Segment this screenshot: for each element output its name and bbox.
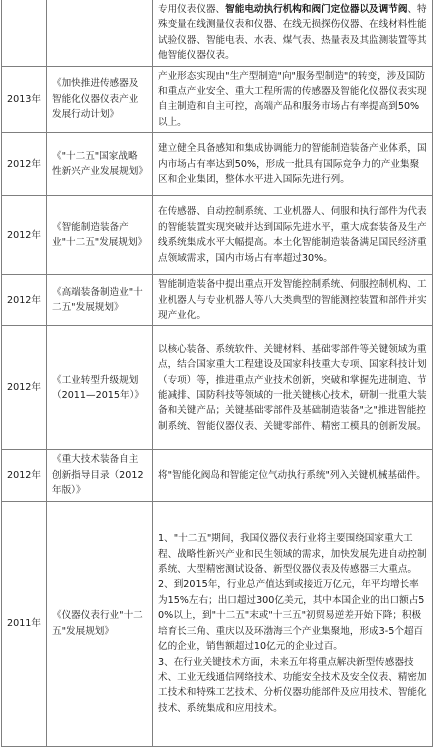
year-cell: 2012年 [2, 326, 47, 450]
policy-title-cell: 《工业转型升级规划（2011—2015年）》 [47, 326, 153, 450]
content-text: 、特殊变量在线测量仪表和仪器、在线无损探伤仪器、在线材料性能试验仪器、智能电表、水表、煤气表、热量表及其监测装置等其他智能仪器仪表。 [158, 4, 427, 62]
content-paragraph: 产业形态实现由"生产型制造"向"服务型制造"的转变，涉及国防和重点产业安全、重大工程所需的传感器及智能化仪器仪表实现自主制造和自主可控，高端产品和服务市场占有率提高到50%以上。 [158, 70, 427, 128]
content-paragraph: 以核心装备、系统软件、关键材料、基础零部件等关键领域为重点，结合国家重大工程建设及国家科技重大专项、国家科技计划（专项）等，推进重点产业技术创新，突破和掌握先进制造、节能减排、国防科技等领域的一批关键核心技术，研制一批重大装备和关键产品；关键基础零部件及基础制造装备"之"推进智能控制系统、智能仪器仪表、关键零部件、精密工模具的创新发展。 [158, 343, 427, 432]
year-cell: 2012年 [2, 196, 47, 275]
year-cell [2, 0, 47, 66]
content-paragraph: 3、在行业关键技术方面，未来五年将重点解决新型传感器技术、工业无线通信网络技术、功能安全技术及安全仪表、精密加工技术和特殊工艺技术、分析仪器功能部件及应用技术、智能化技术、系统集成和应用技术。 [158, 656, 427, 714]
table-row [2, 66, 433, 133]
policy-title-cell: 《仪器仪表行业"十二五"发展规划》 [47, 501, 153, 746]
table-row [2, 275, 433, 326]
policy-title-cell [47, 0, 153, 66]
policy-content-cell [153, 196, 433, 275]
policy-content-cell [153, 133, 433, 196]
year-cell: 2011年 [2, 501, 47, 746]
content-paragraph: 在传感器、自动控制系统、工业机器人、伺服和执行部件为代表的智能装置实现突破并达到国际先进水平，重大成套装备及生产线系统集成水平大幅提高。本土化智能制造装备满足国民经济重点领域需求，国内市场占有率超过30%。 [158, 206, 427, 264]
year-cell: 2012年 [2, 275, 47, 326]
table-row [2, 450, 433, 501]
content-paragraph: 1、"十二五"期间，我国仪器仪表行业将主要围绕国家重大工程、战略性新兴产业和民生领域的需求，加快发展先进自动控制系统、大型精密测试设备、新型仪器仪表及传感器三大重点。 [158, 533, 427, 576]
table-row [2, 0, 433, 66]
content-text: 专用仪表仪器、 [158, 4, 226, 15]
content-paragraph: 智能制造装备中提出重点开发智能控制系统、伺服控制机构、工业机器人与专业机器人等八大类典型的智能测控装置和部件并实现产业化。 [158, 279, 427, 322]
policy-title-cell: 《"十二五"国家战略性新兴产业发展规划》 [47, 133, 153, 196]
policy-content-cell [153, 66, 433, 133]
table-row [2, 326, 433, 450]
content-paragraph [158, 2, 428, 64]
highlighted-text: 智能电动执行机构和阀门定位器以及调节阀 [225, 4, 408, 15]
policy-title-cell: 《加快推进传感器及智能化仪器仪表产业发展行动计划》 [47, 66, 153, 133]
year-cell: 2012年 [2, 450, 47, 501]
policy-content-cell [153, 501, 433, 746]
policy-title-cell: 《智能制造装备产业"十二五"发展规划》 [47, 196, 153, 275]
content-paragraph: 建立健全具备感知和集成协调能力的智能制造装备产业体系，国内市场占有率达到50%，形成一批具有国际竞争力的产业集聚区和企业集团，整体水平进入国际先进行列。 [158, 143, 427, 185]
table-row [2, 501, 433, 746]
content-paragraph: 2、到2015年，行业总产值达到或接近万亿元，年平均增长率为15%左右；出口超过300亿美元，其中本国企业的出口额占50%以上，到"十二五"末或"十三五"初贸易逆差开始下降；积极培育长三角、重庆以及环渤海三个产业集聚地，形成3-5个超百亿的企业，销售额超过10亿元的企业过百。 [158, 579, 425, 653]
year-cell: 2013年 [2, 66, 47, 133]
policy-content-cell [153, 275, 433, 326]
policy-content-cell [153, 0, 433, 66]
policy-table [1, 0, 433, 747]
table-row [2, 196, 433, 275]
policy-title-cell: 《高端装备制造业"十二五"发展规划》 [47, 275, 153, 326]
policy-content-cell [153, 450, 433, 501]
table-body [2, 0, 433, 746]
policy-title-cell: 《重大技术装备自主创新指导目录（2012年版）》 [47, 450, 153, 501]
policy-content-cell [153, 326, 433, 450]
year-cell: 2012年 [2, 133, 47, 196]
table-row [2, 133, 433, 196]
content-paragraph: 将"智能化阀岛和智能定位气动执行系统"列入关键机械基础件。 [158, 469, 426, 481]
